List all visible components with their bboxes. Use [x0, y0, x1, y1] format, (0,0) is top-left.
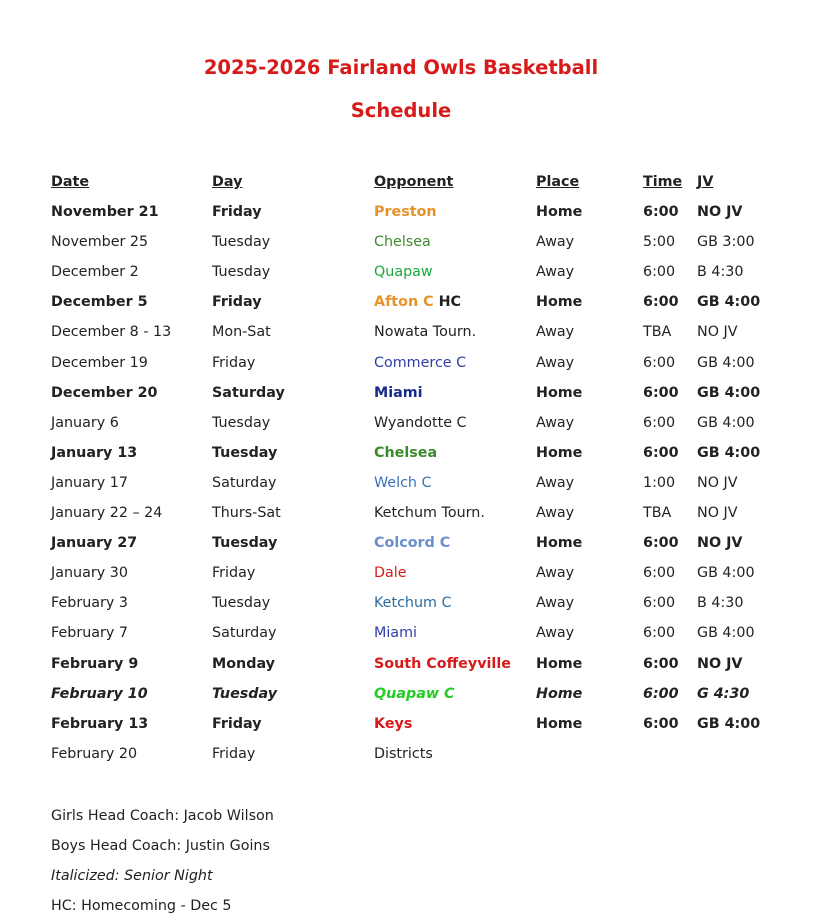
game-jv: GB 3:00 [697, 234, 755, 251]
table-row [0, 235, 828, 255]
table-row [0, 687, 828, 707]
game-place: Away [536, 565, 575, 582]
game-day: Friday [212, 354, 256, 371]
game-day: Friday [212, 565, 256, 582]
table-row [0, 536, 828, 556]
game-day: Thurs-Sat [212, 505, 281, 521]
game-jv: NO JV [697, 474, 738, 491]
opponent-name: Ketchum Tourn. [374, 505, 485, 521]
table-row [0, 566, 828, 586]
game-jv: GB 4:00 [697, 715, 761, 732]
opponent-name: Colcord C [374, 535, 451, 552]
opponent-name: Quapaw C [374, 685, 455, 702]
game-opponent [374, 386, 423, 400]
game-date: February 20 [51, 745, 138, 762]
opponent-name: Chelsea [374, 444, 438, 461]
opponent-name: Chelsea [374, 234, 431, 251]
game-time: 6:00 [643, 685, 679, 702]
game-opponent [374, 476, 432, 490]
game-jv: GB 4:00 [697, 565, 755, 582]
game-date: January 6 [51, 414, 119, 431]
game-day: Tuesday [212, 264, 271, 281]
game-jv: G 4:30 [697, 685, 750, 702]
game-opponent [374, 687, 455, 701]
game-time: 6:00 [643, 354, 676, 371]
game-time: TBA [643, 324, 672, 341]
game-date: November 25 [51, 234, 149, 251]
game-time: 6:00 [643, 414, 676, 431]
opponent-name: Districts [374, 745, 433, 762]
game-place: Home [536, 204, 583, 220]
game-opponent [374, 356, 466, 370]
game-opponent [374, 717, 412, 731]
game-opponent [374, 235, 431, 249]
game-place: Away [536, 474, 575, 491]
game-opponent [374, 325, 476, 339]
table-row [0, 325, 828, 345]
game-opponent [374, 747, 433, 761]
schedule-subtitle: Schedule [350, 99, 452, 122]
girls-coach-note: Girls Head Coach: Jacob Wilson [51, 808, 274, 824]
table-row [0, 476, 828, 496]
schedule-title: 2025-2026 Fairland Owls Basketball [203, 56, 599, 79]
game-place: Home [536, 655, 583, 672]
table-row [0, 446, 828, 466]
game-date: February 3 [51, 595, 128, 612]
game-time: 6:00 [643, 294, 679, 311]
game-date: December 20 [51, 384, 158, 401]
game-time: 6:00 [643, 625, 676, 642]
game-time: 6:00 [643, 655, 679, 672]
homecoming-tag: HC [433, 294, 462, 311]
game-opponent [374, 416, 467, 430]
game-date: December 8 - 13 [51, 324, 172, 341]
game-date: December 2 [51, 264, 139, 281]
game-place: Home [536, 384, 583, 401]
game-time: 1:00 [643, 474, 676, 491]
game-jv: NO JV [697, 505, 738, 521]
header-date: Date [51, 174, 90, 190]
game-opponent [374, 657, 511, 671]
game-opponent [374, 295, 461, 309]
opponent-name: Ketchum C [374, 595, 452, 612]
game-place: Away [536, 234, 575, 251]
game-day: Saturday [212, 384, 285, 401]
game-jv: GB 4:00 [697, 625, 755, 642]
game-time: 6:00 [643, 565, 676, 582]
game-jv: GB 4:00 [697, 354, 755, 371]
game-jv: GB 4:00 [697, 444, 761, 461]
header-time: Time [643, 174, 683, 190]
game-place: Away [536, 625, 575, 642]
opponent-name: Preston [374, 204, 437, 220]
game-day: Monday [212, 655, 275, 672]
game-day: Tuesday [212, 535, 278, 552]
table-row [0, 265, 828, 285]
opponent-name: Nowata Tourn. [374, 324, 477, 341]
game-opponent [374, 446, 437, 460]
game-time: 6:00 [643, 384, 679, 401]
table-row [0, 657, 828, 677]
game-jv: NO JV [697, 655, 743, 672]
game-date: January 27 [51, 535, 138, 552]
game-time: 6:00 [643, 444, 679, 461]
game-jv: B 4:30 [697, 264, 744, 281]
senior-night-note: Italicized: Senior Night [51, 868, 213, 884]
game-date: January 22 – 24 [51, 505, 163, 521]
header-jv: JV [697, 174, 714, 190]
boys-coach-note: Boys Head Coach: Justin Goins [51, 838, 270, 854]
game-day: Tuesday [212, 444, 278, 461]
game-jv: GB 4:00 [697, 384, 761, 401]
opponent-name: Quapaw [374, 264, 433, 281]
game-place: Away [536, 354, 575, 371]
header-opponent: Opponent [374, 174, 454, 190]
table-row [0, 386, 828, 406]
game-day: Friday [212, 745, 256, 762]
game-place: Away [536, 264, 575, 281]
game-opponent [374, 265, 433, 279]
opponent-name: South Coffeyville [374, 655, 511, 672]
table-row [0, 626, 828, 646]
game-opponent [374, 626, 417, 640]
header-day: Day [212, 174, 243, 190]
homecoming-note: HC: Homecoming - Dec 5 [51, 898, 232, 914]
game-place: Away [536, 505, 575, 521]
game-day: Tuesday [212, 234, 271, 251]
game-opponent [374, 536, 450, 550]
game-day: Saturday [212, 474, 277, 491]
game-jv: GB 4:00 [697, 294, 761, 311]
game-time: 6:00 [643, 595, 676, 612]
game-time: TBA [643, 505, 672, 521]
game-date: February 7 [51, 625, 128, 642]
game-date: January 17 [51, 474, 128, 491]
table-row [0, 416, 828, 436]
opponent-name: Keys [374, 715, 413, 732]
opponent-name: Wyandotte C [374, 414, 467, 431]
game-date: January 13 [51, 444, 138, 461]
opponent-name: Miami [374, 625, 417, 642]
game-date: February 13 [51, 715, 149, 732]
game-place: Away [536, 595, 575, 612]
opponent-name: Commerce C [374, 354, 467, 371]
game-day: Tuesday [212, 685, 278, 702]
game-opponent [374, 205, 437, 219]
game-date: November 21 [51, 204, 159, 220]
opponent-name: Miami [374, 384, 423, 401]
game-date: December 19 [51, 354, 148, 371]
game-place: Home [536, 294, 583, 311]
game-place: Away [536, 324, 575, 341]
table-row [0, 747, 828, 767]
table-row [0, 596, 828, 616]
game-day: Friday [212, 715, 262, 732]
game-place: Home [536, 444, 583, 461]
table-row [0, 295, 828, 315]
table-row [0, 356, 828, 376]
game-time: 6:00 [643, 204, 679, 220]
game-opponent [374, 596, 452, 610]
game-day: Saturday [212, 625, 277, 642]
game-day: Mon-Sat [212, 324, 271, 341]
game-place: Home [536, 715, 583, 732]
game-place: Home [536, 535, 583, 552]
game-day: Friday [212, 294, 262, 311]
game-day: Tuesday [212, 414, 271, 431]
table-row [0, 205, 828, 225]
game-date: February 10 [51, 685, 148, 702]
game-jv: NO JV [697, 204, 743, 220]
game-opponent [374, 506, 485, 520]
game-place: Home [536, 685, 583, 702]
game-day: Tuesday [212, 595, 271, 612]
game-jv: GB 4:00 [697, 414, 755, 431]
table-row [0, 506, 828, 526]
game-jv: B 4:30 [697, 595, 744, 612]
game-time: 5:00 [643, 234, 676, 251]
opponent-name: Welch C [374, 474, 432, 491]
header-place: Place [536, 174, 580, 190]
opponent-name: Dale [374, 565, 407, 582]
game-date: January 30 [51, 565, 128, 582]
table-row [0, 717, 828, 737]
game-jv: NO JV [697, 535, 743, 552]
game-date: December 5 [51, 294, 148, 311]
game-opponent [374, 566, 407, 580]
game-time: 6:00 [643, 715, 679, 732]
game-time: 6:00 [643, 264, 676, 281]
game-date: February 9 [51, 655, 139, 672]
game-day: Friday [212, 204, 262, 220]
opponent-name: Afton C [374, 294, 434, 311]
game-place: Away [536, 414, 575, 431]
game-jv: NO JV [697, 324, 738, 341]
game-time: 6:00 [643, 535, 679, 552]
